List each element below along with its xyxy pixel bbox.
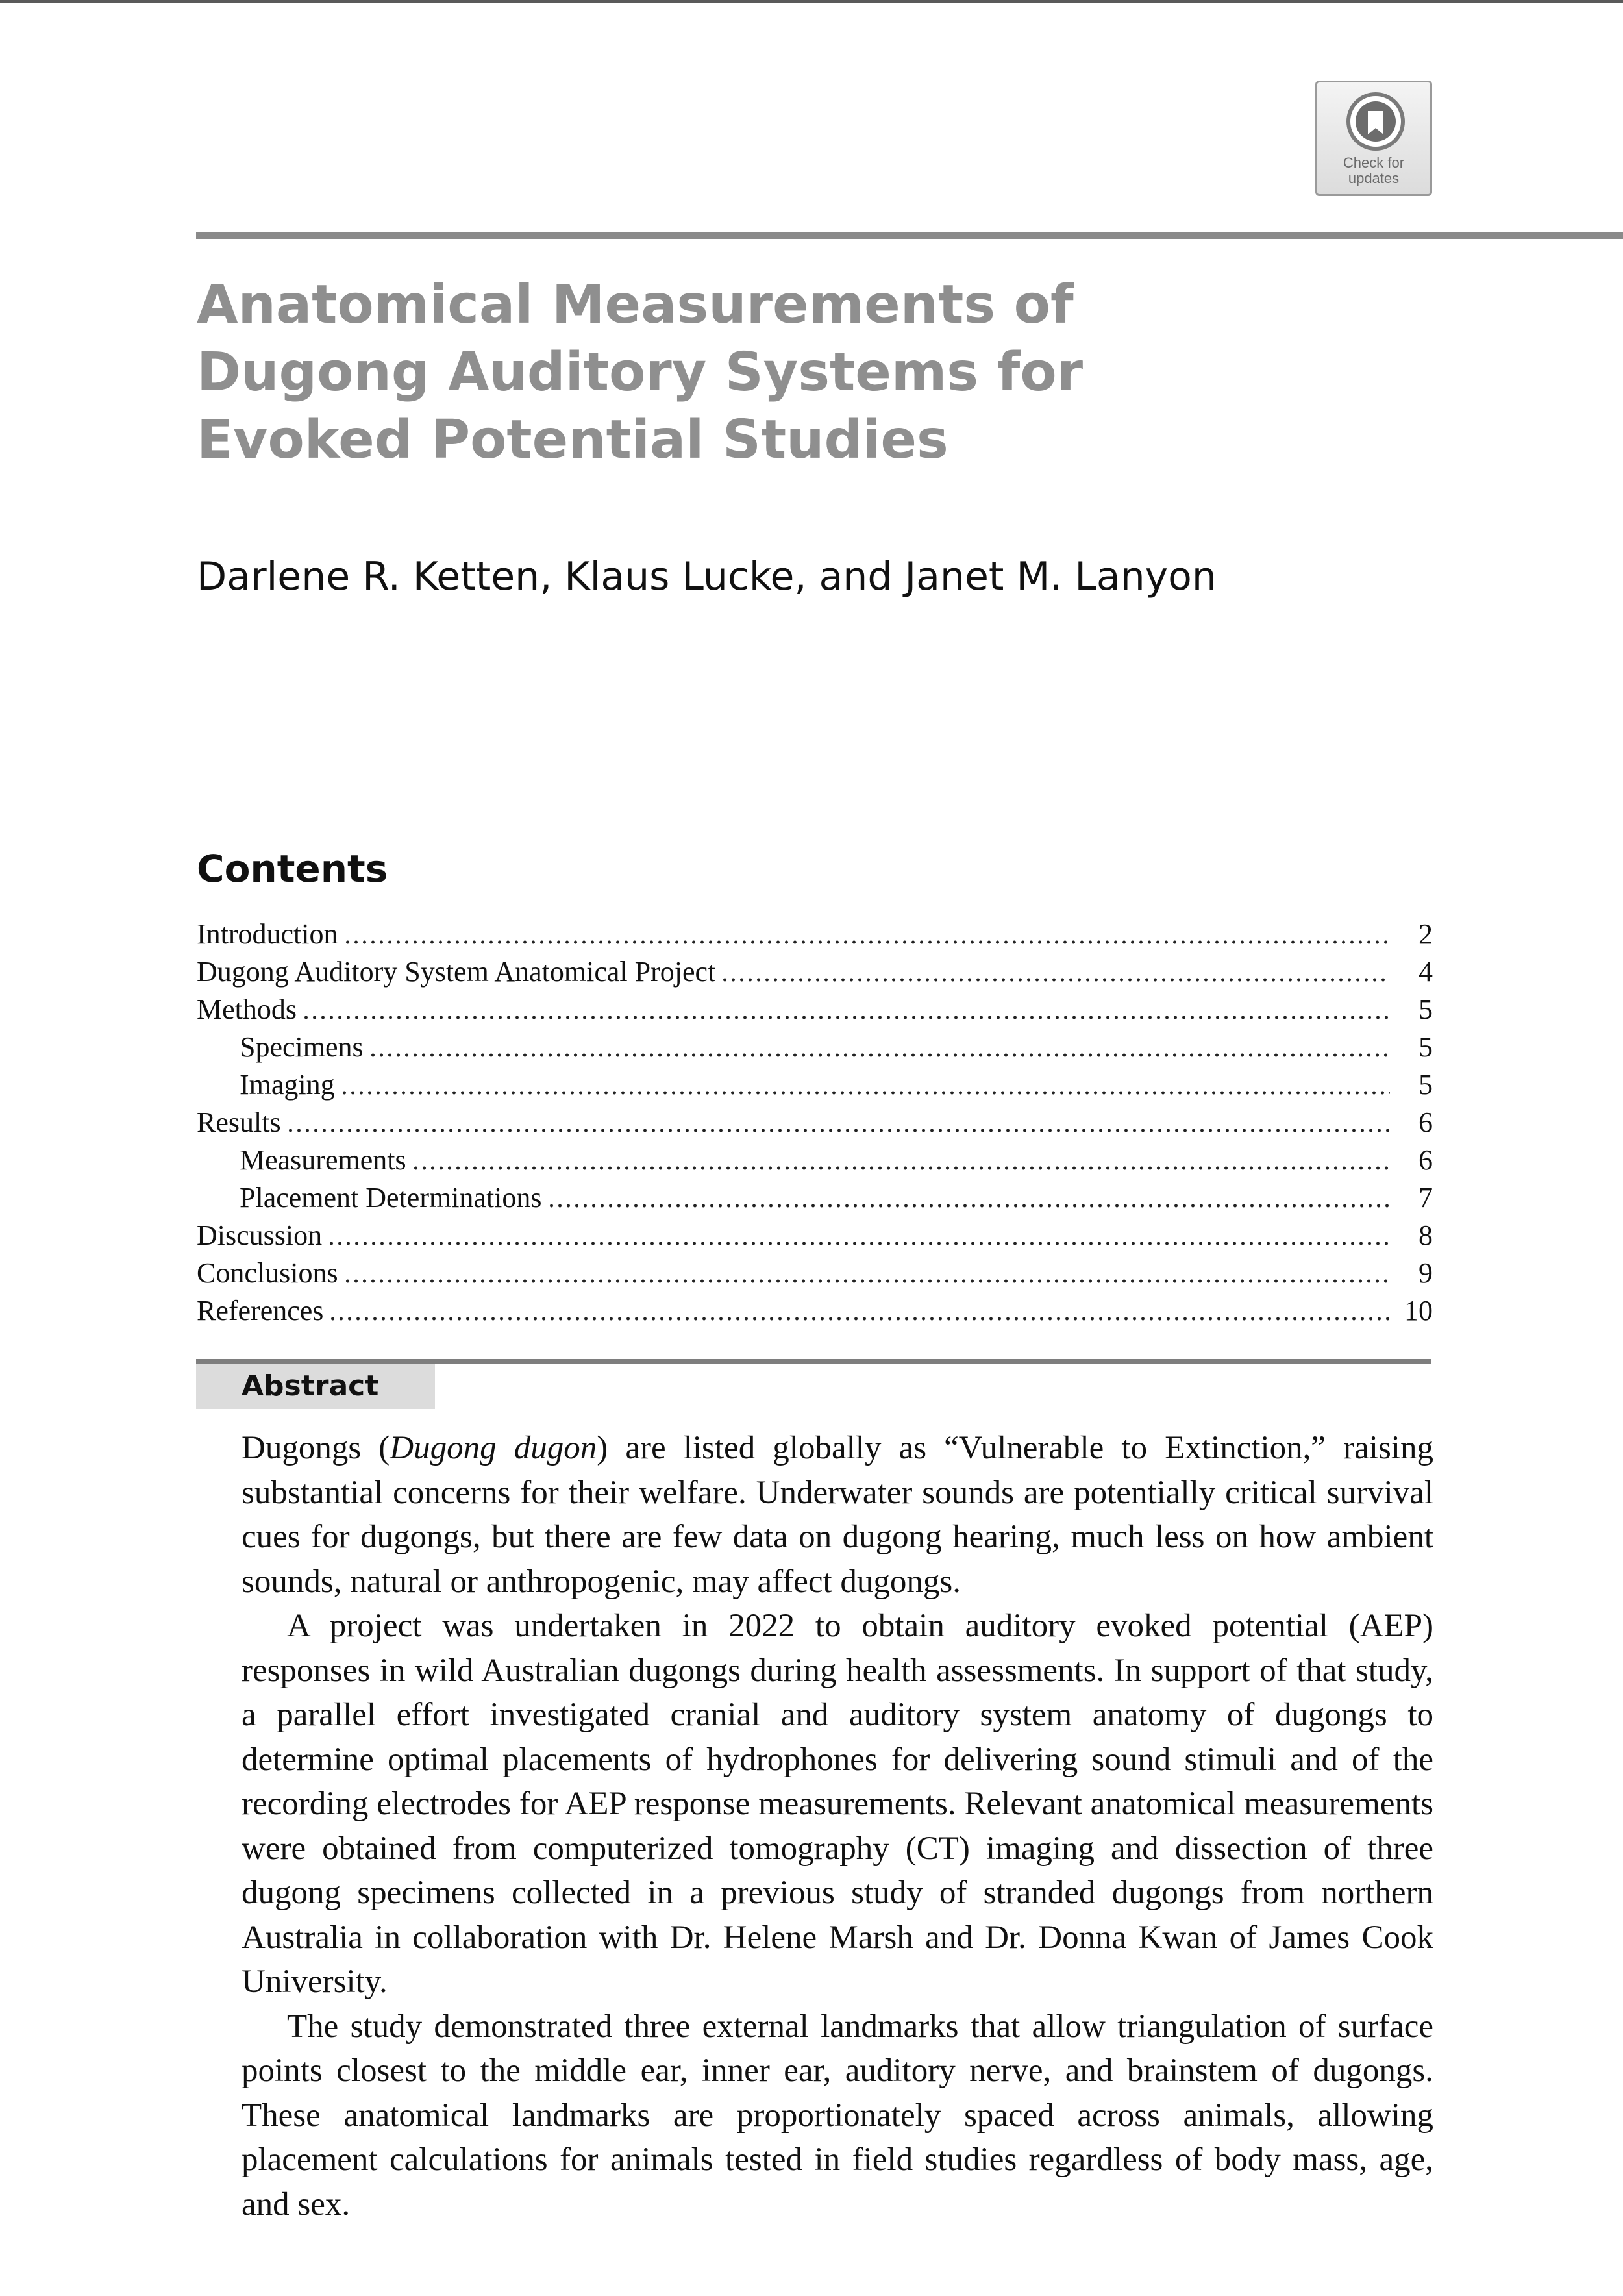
abstract-paragraph-2: A project was undertaken in 2022 to obtain auditory evoked potential (AEP) responses in wild Australian dugongs during health assessments. In support of that study, a parallel effort investigated cranial and auditory system anatomy of dugongs to determine optimal placements of hydrophones for delivering sound stimuli and of the recording electrodes for AEP response measurements. Relevant anatomical measurements were obtained from computerized tomography (CT) imaging and dissection of three dugong specimens collected in a previous study of stranded dugongs from northern Australia in collaboration with Dr. Helene Marsh and Dr. Donna Kwan of James Cook University. bbox=[242, 1608, 1433, 2000]
toc-leader-dots bbox=[340, 1089, 1390, 1097]
toc-label: Dugong Auditory System Anatomical Project bbox=[197, 956, 716, 988]
abstract-label: Abstract bbox=[196, 1364, 435, 1409]
toc-leader-dots bbox=[721, 976, 1390, 984]
abstract-paragraph-1 bbox=[242, 1426, 1433, 1604]
species-name: Dugong dugon bbox=[390, 1430, 597, 1466]
toc-label: Introduction bbox=[197, 918, 338, 950]
toc-leader-dots bbox=[369, 1051, 1390, 1059]
check-for-updates-badge[interactable] bbox=[1315, 81, 1432, 196]
toc-entry-results[interactable] bbox=[197, 1104, 1433, 1142]
toc-page-number: 9 bbox=[1419, 1257, 1433, 1289]
toc-entry-specimens[interactable] bbox=[197, 1029, 1433, 1066]
toc-page-number: 5 bbox=[1419, 993, 1433, 1025]
toc-entry-references[interactable] bbox=[197, 1292, 1433, 1330]
toc-leader-dots bbox=[327, 1240, 1390, 1247]
toc-label: Discussion bbox=[197, 1219, 323, 1251]
toc-label: Conclusions bbox=[197, 1257, 338, 1289]
toc-leader-dots bbox=[343, 1277, 1390, 1285]
toc-page-number: 10 bbox=[1404, 1295, 1433, 1327]
abstract-rule bbox=[196, 1359, 1431, 1364]
toc-leader-dots bbox=[286, 1127, 1390, 1134]
abstract-p1-rest: ) are listed globally as “Vulnerable to Extinction,” raising substantial concerns for their welfare. Underwater sounds are potentially critical survival cues for dugongs, but there are few data on dugong hearing, much less on how ambient sounds, natural or anthropogenic, may affect dugongs. bbox=[242, 1430, 1433, 1600]
toc-label: References bbox=[197, 1295, 324, 1327]
toc-entry-measurements[interactable] bbox=[197, 1142, 1433, 1179]
toc-label: Imaging bbox=[240, 1069, 335, 1101]
toc-entry-placement-determinations[interactable] bbox=[197, 1179, 1433, 1217]
toc-page-number: 6 bbox=[1419, 1106, 1433, 1138]
toc-label: Methods bbox=[197, 993, 297, 1025]
toc-entry-methods[interactable] bbox=[197, 991, 1433, 1029]
abstract-paragraph-3: The study demonstrated three external landmarks that allow triangulation of surface points closest to the middle ear, inner ear, auditory nerve, and brainstem of dugongs. These anatomical landmarks are proportionately spaced across animals, allowing placement calculations for animals tested in field studies regardless of body mass, age, and sex. bbox=[242, 2008, 1433, 2223]
toc-page-number: 4 bbox=[1419, 956, 1433, 988]
toc-label: Results bbox=[197, 1106, 281, 1138]
toc-leader-dots bbox=[328, 1315, 1390, 1323]
toc-label: Specimens bbox=[240, 1031, 364, 1063]
toc-page-number: 5 bbox=[1419, 1031, 1433, 1063]
toc-page-number: 2 bbox=[1419, 918, 1433, 950]
toc-entry-introduction[interactable] bbox=[197, 916, 1433, 953]
title-rule bbox=[196, 232, 1623, 239]
toc-label: Measurements bbox=[240, 1144, 406, 1176]
toc-label: Placement Determinations bbox=[240, 1182, 542, 1214]
toc-entry-imaging[interactable] bbox=[197, 1066, 1433, 1104]
abstract-p1-lead: Dugongs ( bbox=[242, 1430, 390, 1466]
toc-leader-dots bbox=[412, 1164, 1390, 1172]
toc-leader-dots bbox=[547, 1202, 1390, 1210]
top-rule bbox=[0, 0, 1623, 3]
toc-entry-dugong-auditory-system-anatomical-project[interactable] bbox=[197, 953, 1433, 991]
author-list: Darlene R. Ketten, Klaus Lucke, and Janet M. Lanyon bbox=[197, 554, 1217, 599]
toc-entry-discussion[interactable] bbox=[197, 1217, 1433, 1254]
abstract-body bbox=[242, 1426, 1433, 2227]
toc-leader-dots bbox=[343, 938, 1390, 946]
toc-page-number: 7 bbox=[1419, 1182, 1433, 1214]
toc-entry-conclusions[interactable] bbox=[197, 1254, 1433, 1292]
chapter-title: Anatomical Measurements of Dugong Auditory Systems for Evoked Potential Studies bbox=[197, 274, 1084, 471]
badge-label: Check for updates bbox=[1343, 155, 1405, 186]
toc-page-number: 6 bbox=[1419, 1144, 1433, 1176]
table-of-contents bbox=[197, 916, 1433, 1330]
toc-page-number: 8 bbox=[1419, 1219, 1433, 1251]
contents-heading: Contents bbox=[197, 847, 388, 891]
bookmark-icon bbox=[1346, 92, 1406, 151]
toc-page-number: 5 bbox=[1419, 1069, 1433, 1101]
toc-leader-dots bbox=[302, 1014, 1390, 1021]
